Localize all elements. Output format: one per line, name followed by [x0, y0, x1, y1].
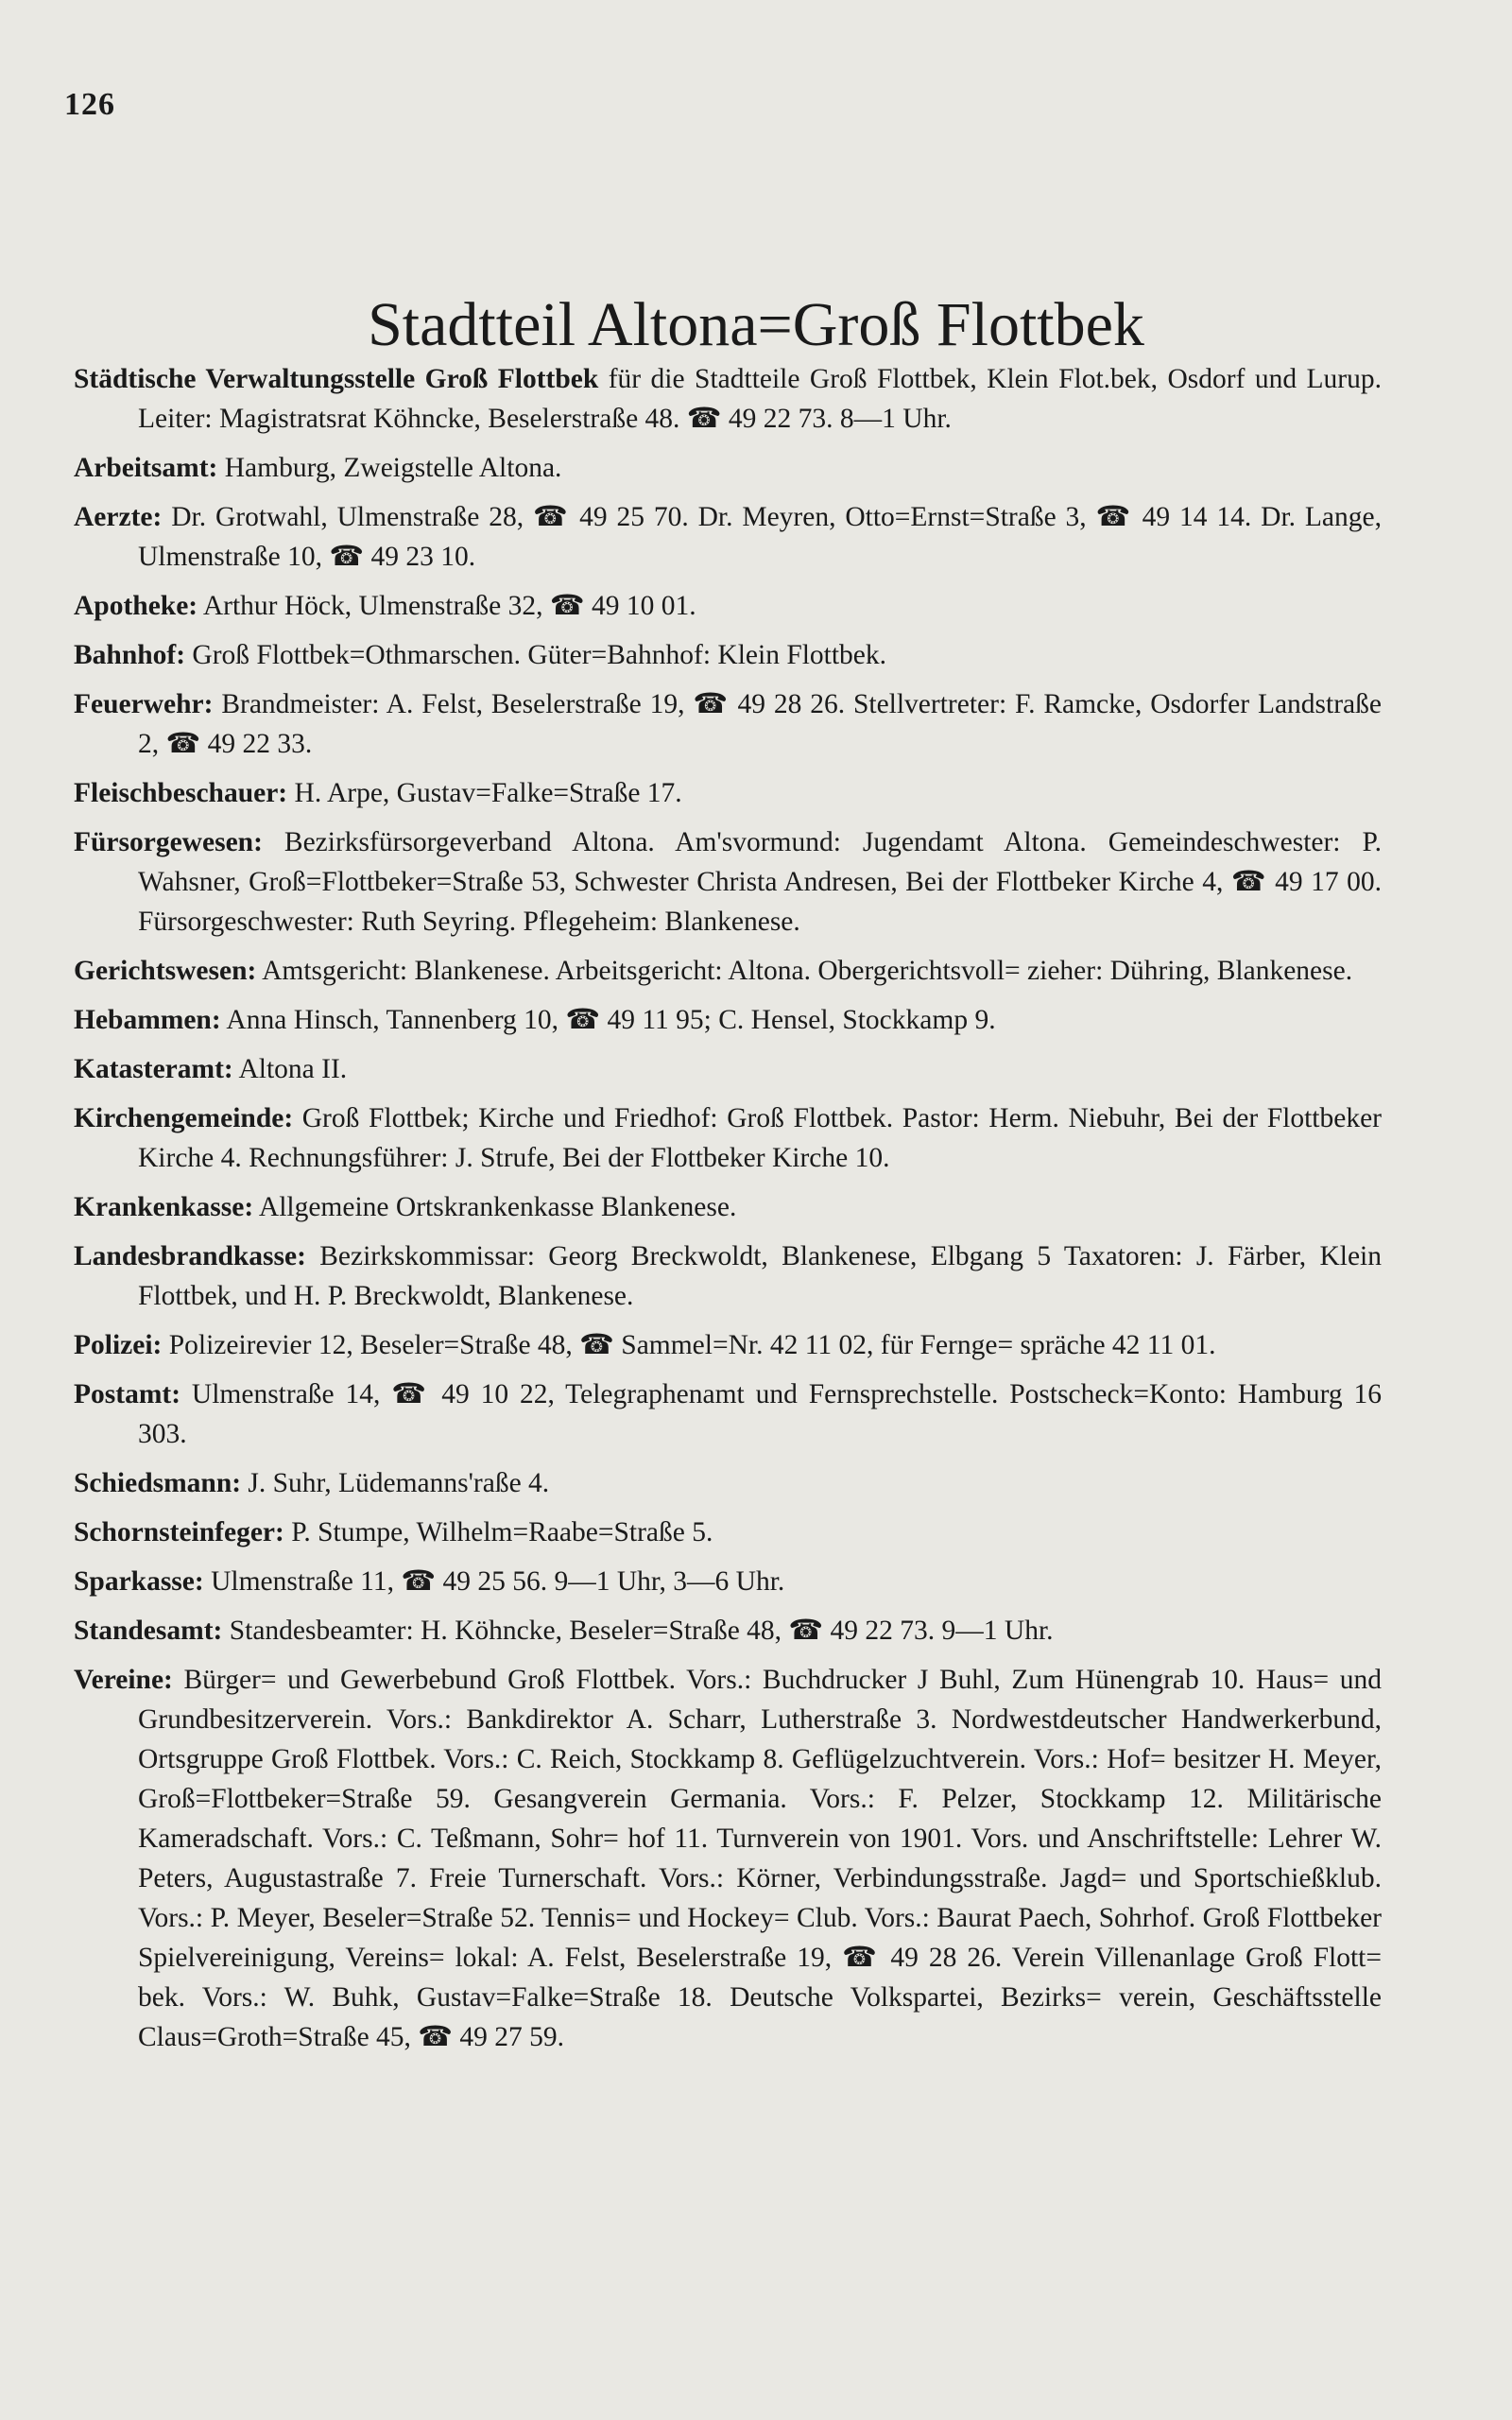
page-number: 126 — [64, 87, 115, 122]
entry-label: Städtische Verwaltungsstelle Groß Flottbek — [74, 364, 599, 394]
entry-text: Ulmenstraße 14, ☎ 49 10 22, Telegraphenamt und Fernsprechstelle. Postscheck=Konto: Hamburg 16 303. — [138, 1379, 1382, 1449]
entry-label: Katasteramt: — [74, 1054, 233, 1084]
directory-entry — [74, 359, 1382, 439]
entry-text: J. Suhr, Lüdemanns'raße 4. — [248, 1468, 550, 1498]
directory-entry — [74, 1562, 1382, 1601]
directory-entry — [74, 1236, 1382, 1316]
entry-label: Feuerwehr: — [74, 689, 214, 719]
entry-label: Arbeitsamt: — [74, 453, 218, 483]
entry-text: Dr. Grotwahl, Ulmenstraße 28, ☎ 49 25 70. Dr. Meyren, Otto=Ernst=Straße 3, ☎ 49 14 14. Dr. Lange, Ulmenstraße 10, ☎ 49 23 10. — [138, 502, 1382, 572]
entry-text: Hamburg, Zweigstelle Altona. — [224, 453, 562, 483]
directory-entry — [74, 448, 1382, 488]
entry-text: H. Arpe, Gustav=Falke=Straße 17. — [294, 778, 682, 808]
entry-label: Hebammen: — [74, 1005, 221, 1035]
entry-text: Standesbeamter: H. Köhncke, Beseler=Straße 48, ☎ 49 22 73. 9—1 Uhr. — [229, 1616, 1054, 1646]
entry-label: Sparkasse: — [74, 1566, 204, 1597]
entry-label: Postamt: — [74, 1379, 181, 1409]
entry-text: Ulmenstraße 11, ☎ 49 25 56. 9—1 Uhr, 3—6 Uhr. — [211, 1566, 785, 1597]
entry-text: für die Stadtteile Groß Flottbek, Klein Flot.bek, Osdorf und Lurup. Leiter: Magistratsrat Köhncke, Beselerstraße 48. ☎ 49 22 73. 8—1 Uhr. — [138, 364, 1383, 434]
entry-label: Schiedsmann: — [74, 1468, 242, 1498]
directory-entries — [74, 359, 1382, 2066]
directory-entry — [74, 1611, 1382, 1651]
entry-label: Vereine: — [74, 1665, 173, 1695]
entry-label: Landesbrandkasse: — [74, 1241, 306, 1271]
directory-entry — [74, 684, 1382, 764]
directory-entry — [74, 1463, 1382, 1503]
page-title: Stadtteil Altona=Groß Flottbek — [368, 290, 1144, 360]
entry-label: Fürsorgewesen: — [74, 827, 263, 857]
entry-label: Kirchengemeinde: — [74, 1103, 294, 1133]
directory-entry — [74, 1000, 1382, 1040]
entry-text: Altona II. — [238, 1054, 348, 1084]
entry-label: Polizei: — [74, 1330, 163, 1360]
directory-entry — [74, 1049, 1382, 1089]
entry-label: Krankenkasse: — [74, 1192, 254, 1222]
entry-text: Allgemeine Ortskrankenkasse Blankenese. — [258, 1192, 737, 1222]
entry-text: Bürger= und Gewerbebund Groß Flottbek. Vors.: Buchdrucker J Buhl, Zum Hünengrab 10. Haus= und Grundbesitzerverein. Vors.: Bankdirektor A. Scharr, Lutherstraße 3. Nordwestdeutscher Handwerkerbund, Ortsgruppe Groß Flottbek. Vors.: C. Reich, Stockkamp 8. Geflügelzuchtverein. Vors.: Hof= besitzer H. Meyer, Groß=Flottbeker=Straße 59. Gesangverein Germania. Vors.: F. Pelzer, Stockkamp 12. Militärische Kameradschaft. Vors.: C. Teßmann, Sohr= hof 11. Turnverein von 1901. Vors. und Anschriftstelle: Lehrer W. Peters, Augustastraße 7. Freie Turnerschaft. Vors.: Körner, Verbindungsstraße. Jagd= und Sportschießklub. Vors.: P. Meyer, Beseler=Straße 52. Tennis= und Hockey= Club. Vors.: Baurat Paech, Sohrhof. Groß Flottbeker Spielvereinigung, Vereins= lokal: A. Felst, Beselerstraße 19, ☎ 49 28 26. Verein Villenanlage Groß Flott= bek. Vors.: W. Buhk, Gustav=Falke=Straße 18. Deutsche Volkspartei, Bezirks= verein, Geschäftsstelle Claus=Groth=Straße 45, ☎ 49 27 59. — [138, 1665, 1383, 2052]
directory-entry — [74, 1187, 1382, 1227]
entry-label: Schornsteinfeger: — [74, 1517, 284, 1547]
entry-text: Polizeirevier 12, Beseler=Straße 48, ☎ Sammel=Nr. 42 11 02, für Fernge= spräche 42 11 01. — [168, 1330, 1216, 1360]
directory-entry — [74, 822, 1382, 942]
entry-label: Gerichtswesen: — [74, 956, 257, 986]
directory-entry — [74, 951, 1382, 991]
directory-entry — [74, 497, 1382, 577]
directory-entry — [74, 635, 1382, 675]
directory-entry — [74, 773, 1382, 813]
directory-entry — [74, 1660, 1382, 2057]
directory-entry — [74, 1325, 1382, 1365]
entry-text: Arthur Höck, Ulmenstraße 32, ☎ 49 10 01. — [202, 591, 696, 621]
entry-text: Groß Flottbek; Kirche und Friedhof: Groß Flottbek. Pastor: Herm. Niebuhr, Bei der Flottbeker Kirche 4. Rechnungsführer: J. Strufe, Bei der Flottbeker Kirche 10. — [138, 1103, 1383, 1173]
entry-text: Brandmeister: A. Felst, Beselerstraße 19, ☎ 49 28 26. Stellvertreter: F. Ramcke, Osdorfer Landstraße 2, ☎ 49 22 33. — [138, 689, 1382, 759]
directory-entry — [74, 1374, 1382, 1454]
entry-text: Amtsgericht: Blankenese. Arbeitsgericht: Altona. Obergerichtsvoll= zieher: Dühring, Blankenese. — [262, 956, 1353, 986]
entry-label: Aerzte: — [74, 502, 163, 532]
entry-text: Bezirksfürsorgeverband Altona. Am'svormund: Jugendamt Altona. Gemeindeschwester: P. Wahsner, Groß=Flottbeker=Straße 53, Schwester Christa Andresen, Bei der Flottbeker Kirche 4, ☎ 49 17 00. Fürsorgeschwester: Ruth Seyring. Pflegeheim: Blankenese. — [138, 827, 1383, 937]
entry-text: Groß Flottbek=Othmarschen. Güter=Bahnhof: Klein Flottbek. — [192, 640, 887, 670]
directory-entry — [74, 586, 1382, 626]
entry-text: Bezirkskommissar: Georg Breckwoldt, Blankenese, Elbgang 5 Taxatoren: J. Färber, Klein Flottbek, und H. P. Breckwoldt, Blankenese. — [138, 1241, 1382, 1311]
entry-label: Fleischbeschauer: — [74, 778, 288, 808]
directory-entry — [74, 1098, 1382, 1178]
entry-text: P. Stumpe, Wilhelm=Raabe=Straße 5. — [291, 1517, 713, 1547]
directory-entry — [74, 1512, 1382, 1552]
entry-label: Apotheke: — [74, 591, 198, 621]
entry-label: Bahnhof: — [74, 640, 186, 670]
entry-text: Anna Hinsch, Tannenberg 10, ☎ 49 11 95; C. Hensel, Stockkamp 9. — [226, 1005, 996, 1035]
entry-label: Standesamt: — [74, 1616, 223, 1646]
